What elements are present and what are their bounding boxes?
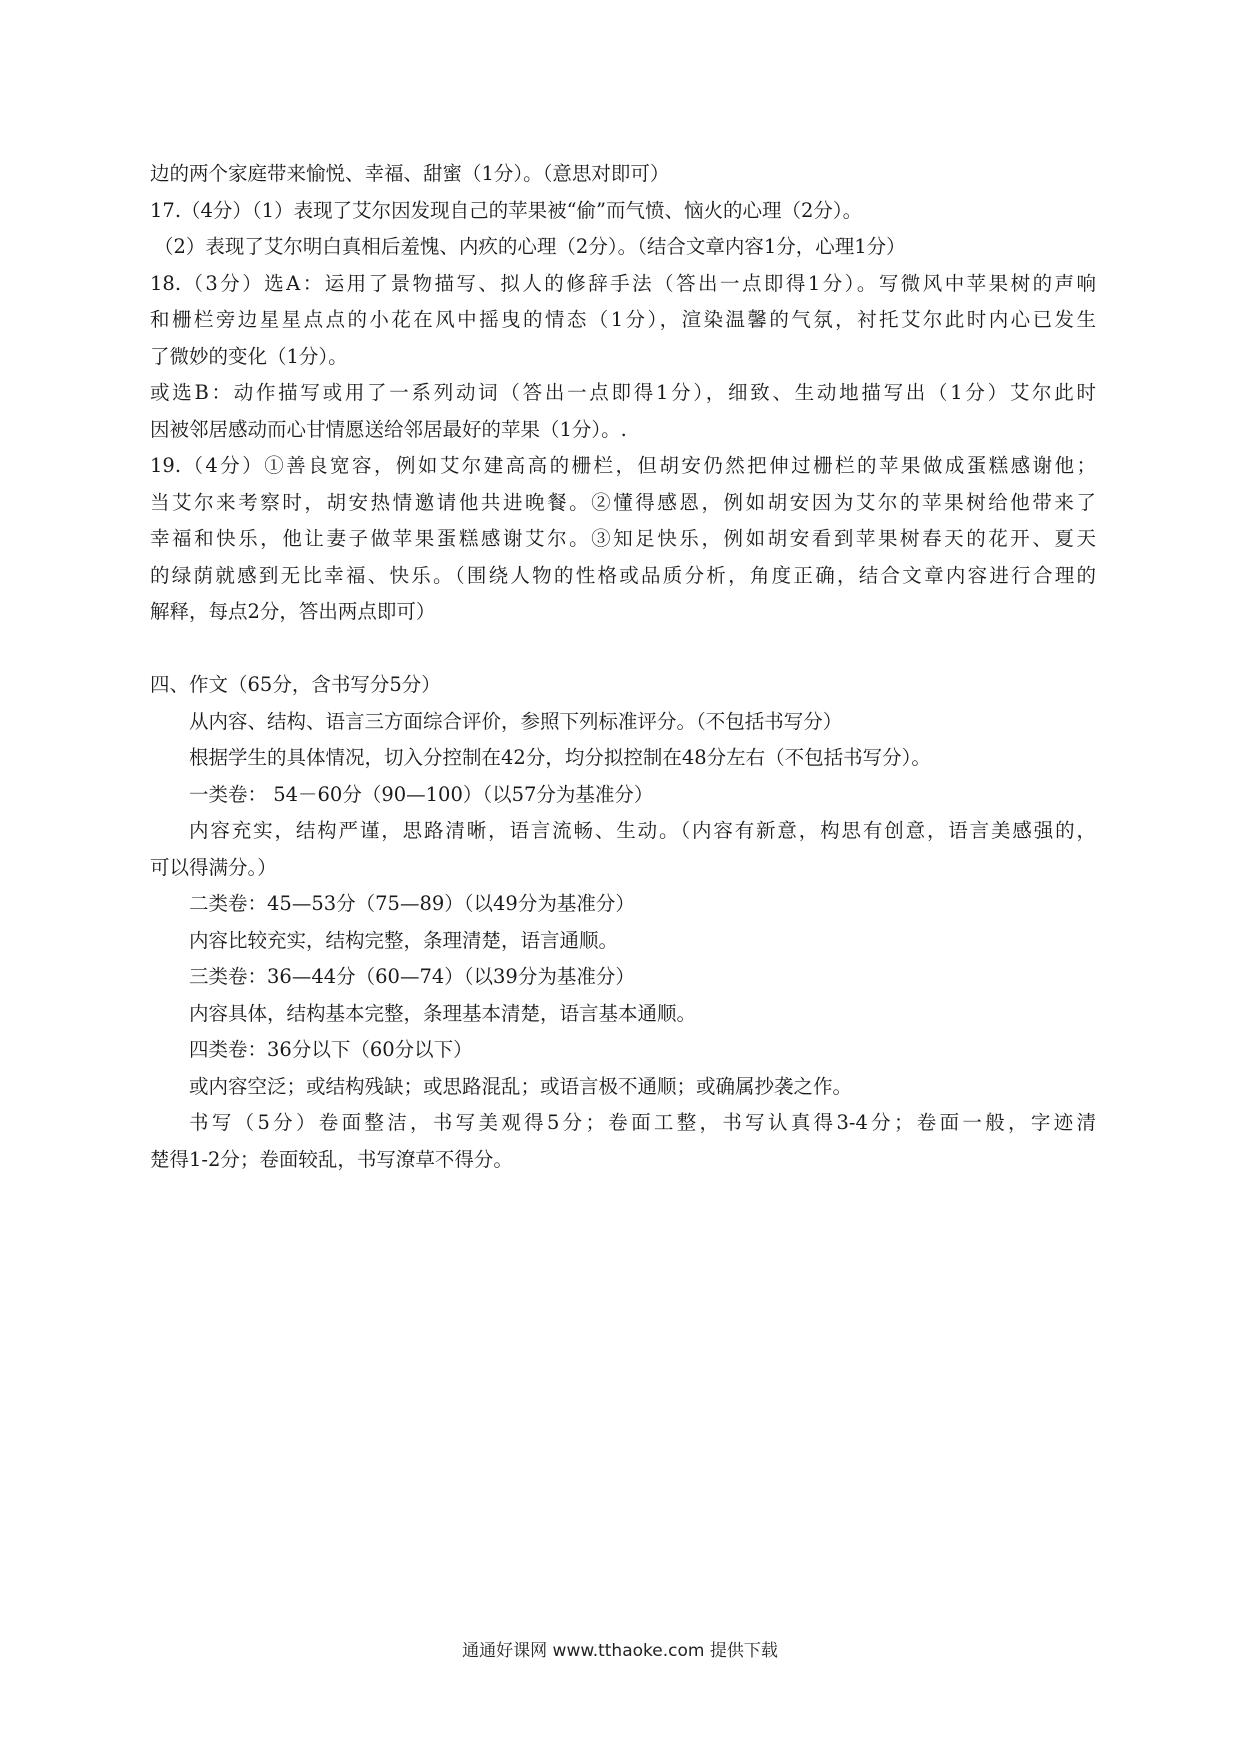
essay-class1-desc-line2: 可以得满分。）: [150, 855, 277, 879]
page-footer: 通通好课网 www.tthaoke.com 提供下载: [462, 1641, 778, 1661]
essay-writing-score-line1: 书写（5分）卷面整洁，书写美观得5分；卷面工整，书写认真得3-4分；卷面一般，字迹清: [189, 1111, 1096, 1134]
q18-answer-a-line2: 和栅栏旁边星星点点的小花在风中摇曳的情态（1分），渲染温馨的气氛，衬托艾尔此时内心已发生: [150, 308, 1096, 331]
q19-answer-line5: 解释，每点2分，答出两点即可）: [150, 600, 436, 623]
answer-key-content: [150, 156, 1096, 1178]
answer-line: 边的两个家庭带来愉悦、幸福、甜蜜（1分）。（意思对即可）: [150, 162, 670, 185]
q17-answer-part1: 17.（4分）（1）表现了艾尔因发现自己的苹果被“偷”而气愤、恼火的心理（2分）。: [150, 198, 863, 222]
essay-class2-title: 二类卷：45—53分（75—89）（以49分为基准分）: [189, 892, 635, 915]
essay-class1-title: 一类卷： 54－60分（90—100）（以57分为基准分）: [189, 782, 654, 806]
essay-class4-title: 四类卷：36分以下（60分以下）: [189, 1038, 473, 1061]
q18-answer-b-line2: 因被邻居感动而心甘情愿送给邻居最好的苹果（1分）。.: [150, 417, 627, 441]
essay-score-control: 根据学生的具体情况，切入分控制在42分，均分拟控制在48分左右（不包括书写分）。: [189, 746, 931, 769]
q19-answer-line3: 幸福和快乐，他让妻子做苹果蛋糕感谢艾尔。③知足快乐，例如胡安看到苹果树春天的花开、夏天: [150, 527, 1096, 550]
q19-answer-line1: 19.（4分）①善良宽容，例如艾尔建高高的栅栏，但胡安仍然把伸过栅栏的苹果做成蛋糕感谢他；: [150, 454, 1096, 477]
essay-class1-desc-line1: 内容充实，结构严谨，思路清晰，语言流畅、生动。（内容有新意，构思有创意，语言美感强的，: [189, 819, 1096, 842]
essay-class3-title: 三类卷：36—44分（60—74）（以39分为基准分）: [189, 965, 635, 988]
essay-section-heading: 四、作文（65分，含书写分5分）: [150, 673, 441, 696]
q17-answer-part2: （2）表现了艾尔明白真相后羞愧、内疚的心理（2分）。（结合文章内容1分，心理1分）: [154, 235, 906, 258]
essay-writing-score-line2: 楚得1-2分；卷面较乱，书写潦草不得分。: [150, 1147, 513, 1171]
q18-answer-b-line1: 或选B：动作描写或用了一系列动词（答出一点即得1分），细致、生动地描写出（1分）艾尔此时: [150, 381, 1096, 404]
essay-class3-desc: 内容具体，结构基本完整，条理基本清楚，语言基本通顺。: [189, 1001, 697, 1025]
essay-class2-desc: 内容比较充实，结构完整，条理清楚，语言通顺。: [189, 928, 619, 952]
q19-answer-line2: 当艾尔来考察时，胡安热情邀请他共进晚餐。②懂得感恩，例如胡安因为艾尔的苹果树给他带来了: [150, 490, 1096, 514]
q18-answer-a-line1: 18.（3分）选A：运用了景物描写、拟人的修辞手法（答出一点即得1分）。写微风中苹果树的声响: [150, 271, 1096, 295]
q18-answer-a-line3: 了微妙的变化（1分）。: [150, 344, 348, 368]
section-spacer: [150, 631, 1096, 668]
q19-answer-line4: 的绿荫就感到无比幸福、快乐。（围绕人物的性格或品质分析，角度正确，结合文章内容进行合理的: [150, 563, 1096, 587]
essay-general-criteria: 从内容、结构、语言三方面综合评价，参照下列标准评分。（不包括书写分）: [189, 709, 843, 733]
essay-class4-desc: 或内容空泛；或结构残缺；或思路混乱；或语言极不通顺；或确属抄袭之作。: [189, 1074, 853, 1098]
